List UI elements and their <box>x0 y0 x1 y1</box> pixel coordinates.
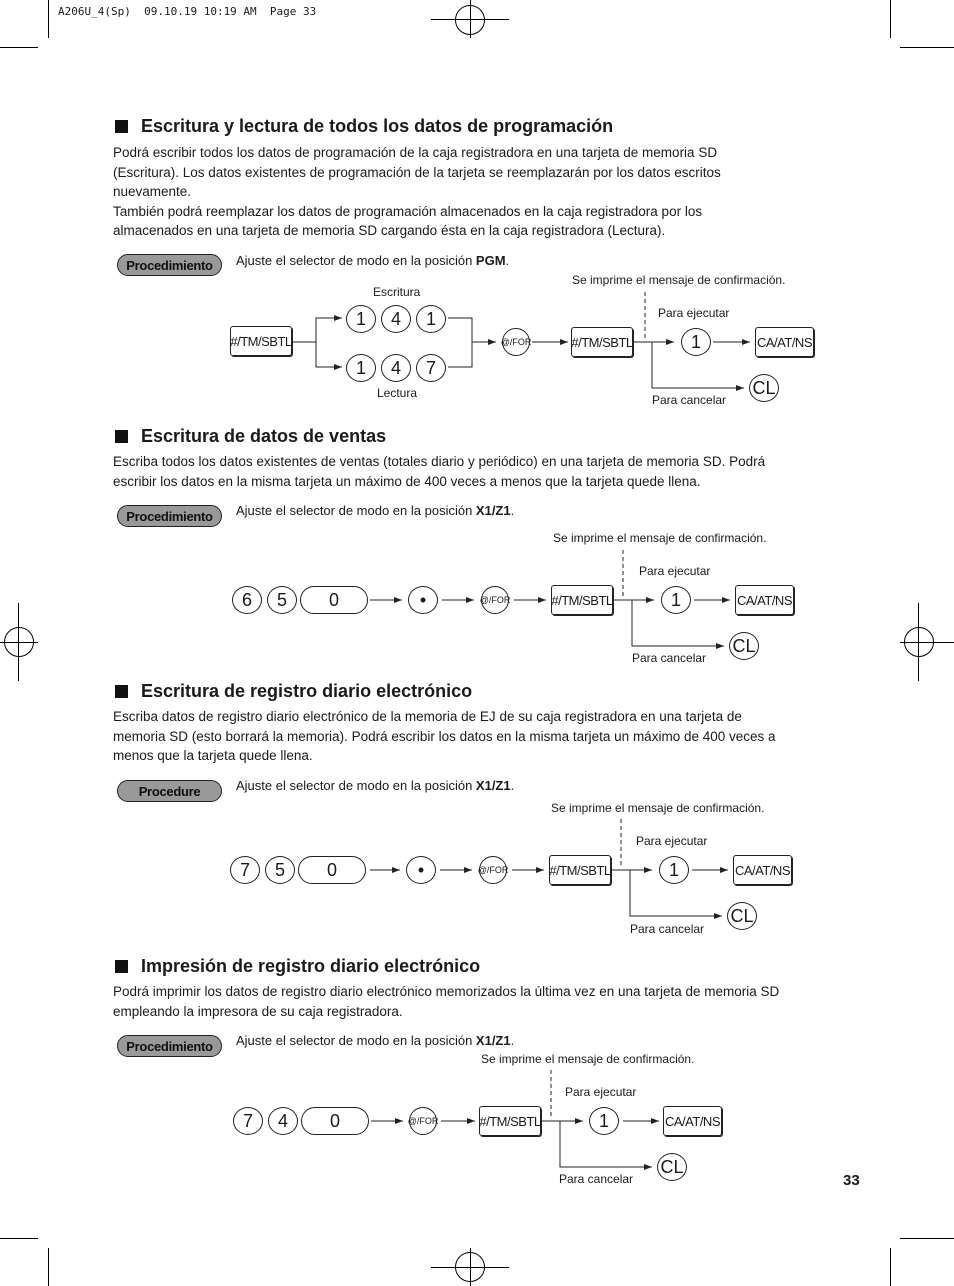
crop-mark <box>890 0 891 38</box>
ca-at-ns-key[interactable]: CA/AT/NS <box>663 1106 722 1136</box>
crop-mark <box>890 1248 891 1286</box>
procedure-badge: Procedimiento <box>117 254 222 276</box>
ca-at-ns-key[interactable]: CA/AT/NS <box>735 585 794 615</box>
dot-key[interactable]: • <box>408 586 438 614</box>
cl-key[interactable]: CL <box>729 632 759 660</box>
crop-mark <box>0 47 38 48</box>
digit-key[interactable]: 4 <box>381 305 411 333</box>
print-header: A206U_4(Sp) 09.10.19 10:19 AM Page 33 <box>58 5 317 18</box>
tm-sbtl-key[interactable]: #/TM/SBTL <box>571 327 633 357</box>
cancel-label: Para cancelar <box>559 1172 634 1186</box>
cl-key[interactable]: CL <box>657 1153 687 1181</box>
section-title: Escritura de datos de ventas <box>115 426 386 447</box>
mode-instruction: Ajuste el selector de modo en la posición X1/Z1. <box>236 503 515 518</box>
for-key[interactable]: @/FOR <box>479 856 507 884</box>
section-paragraph: Escriba datos de registro diario electrónico de la memoria de EJ de su caja registradora en una tarjeta de memoria SD (esto borrará la memoria). Podrá escribir los datos en la misma tarjeta un máximo de 400 veces a menos que la tarjeta quede llena. <box>113 709 776 764</box>
section-paragraph: Escriba todos los datos existentes de ventas (totales diario y periódico) en una tarjeta de memoria SD. Podrá escribir los datos en la misma tarjeta un máximo de 400 veces a menos que la tarjeta quede llena. <box>113 454 766 489</box>
digit-key[interactable]: 4 <box>268 1107 298 1135</box>
cl-key[interactable]: CL <box>749 374 779 402</box>
crop-mark <box>48 0 49 38</box>
zero-key[interactable]: 0 <box>300 586 368 614</box>
execute-label: Para ejecutar <box>636 834 708 848</box>
crop-mark <box>0 1238 38 1239</box>
tm-sbtl-key[interactable]: #/TM/SBTL <box>479 1106 541 1136</box>
ca-at-ns-key[interactable]: CA/AT/NS <box>755 327 814 357</box>
confirmation-note: Se imprime el mensaje de confirmación. <box>553 531 767 545</box>
read-label: Lectura <box>377 386 418 400</box>
mode-instruction: Ajuste el selector de modo en la posición X1/Z1. <box>236 778 515 793</box>
digit-key[interactable]: 7 <box>230 856 260 884</box>
for-key[interactable]: @/FOR <box>502 328 530 356</box>
execute-label: Para ejecutar <box>658 306 730 320</box>
section-title: Escritura de registro diario electrónico <box>115 681 472 702</box>
zero-key[interactable]: 0 <box>298 856 366 884</box>
write-label: Escritura <box>373 285 421 299</box>
section-title: Impresión de registro diario electrónico <box>115 956 480 977</box>
for-key[interactable]: @/FOR <box>409 1107 437 1135</box>
one-key[interactable]: 1 <box>661 586 691 614</box>
execute-label: Para ejecutar <box>639 564 711 578</box>
tm-sbtl-key[interactable]: #/TM/SBTL <box>230 326 292 356</box>
procedure-badge: Procedimiento <box>117 1035 222 1057</box>
square-bullet-icon <box>115 430 128 443</box>
one-key[interactable]: 1 <box>659 856 689 884</box>
digit-key[interactable]: 7 <box>233 1107 263 1135</box>
digit-key[interactable]: 7 <box>416 354 446 382</box>
digit-key[interactable]: 1 <box>346 305 376 333</box>
confirmation-note: Se imprime el mensaje de confirmación. <box>481 1052 695 1066</box>
confirmation-note: Se imprime el mensaje de confirmación. <box>572 273 786 287</box>
zero-key[interactable]: 0 <box>301 1107 369 1135</box>
procedure-badge: Procedimiento <box>117 505 222 527</box>
ca-at-ns-key[interactable]: CA/AT/NS <box>733 855 792 885</box>
cancel-label: Para cancelar <box>630 922 705 936</box>
mode-instruction: Ajuste el selector de modo en la posición PGM. <box>236 253 510 268</box>
section-paragraph: Podrá escribir todos los datos de programación de la caja registradora en una tarjeta de memoria SD (Escritura). Los datos existentes de programación de la tarjeta se reemplazarán por los datos escritos nuevamente. También podrá reemplazar los datos de programación almacenados en la caja registradora por los almacenados en una tarjeta de memoria SD cargando ésta en la caja registradora (Lectura). <box>113 145 721 239</box>
digit-key[interactable]: 5 <box>265 856 295 884</box>
section-title: Escritura y lectura de todos los datos de programación <box>115 116 613 137</box>
dot-key[interactable]: • <box>406 856 436 884</box>
page-number: 33 <box>843 1172 860 1189</box>
one-key[interactable]: 1 <box>589 1107 619 1135</box>
mode-instruction: Ajuste el selector de modo en la posición X1/Z1. <box>236 1033 515 1048</box>
digit-key[interactable]: 5 <box>267 586 297 614</box>
procedure-badge: Procedure <box>117 780 222 802</box>
crop-mark <box>48 1248 49 1286</box>
cancel-label: Para cancelar <box>652 393 727 407</box>
digit-key[interactable]: 6 <box>232 586 262 614</box>
crop-mark <box>900 47 954 48</box>
execute-label: Para ejecutar <box>565 1085 637 1099</box>
section-paragraph: Podrá imprimir los datos de registro diario electrónico memorizados la última vez en una tarjeta de memoria SD empleando la impresora de su caja registradora. <box>113 984 780 1019</box>
digit-key[interactable]: 1 <box>416 305 446 333</box>
square-bullet-icon <box>115 120 128 133</box>
square-bullet-icon <box>115 685 128 698</box>
one-key[interactable]: 1 <box>681 328 711 356</box>
cancel-label: Para cancelar <box>632 651 707 665</box>
digit-key[interactable]: 1 <box>346 354 376 382</box>
for-key[interactable]: @/FOR <box>481 586 509 614</box>
crop-mark <box>900 1238 954 1239</box>
cl-key[interactable]: CL <box>727 902 757 930</box>
tm-sbtl-key[interactable]: #/TM/SBTL <box>549 855 611 885</box>
digit-key[interactable]: 4 <box>381 354 411 382</box>
square-bullet-icon <box>115 960 128 973</box>
tm-sbtl-key[interactable]: #/TM/SBTL <box>551 585 613 615</box>
confirmation-note: Se imprime el mensaje de confirmación. <box>551 801 765 815</box>
